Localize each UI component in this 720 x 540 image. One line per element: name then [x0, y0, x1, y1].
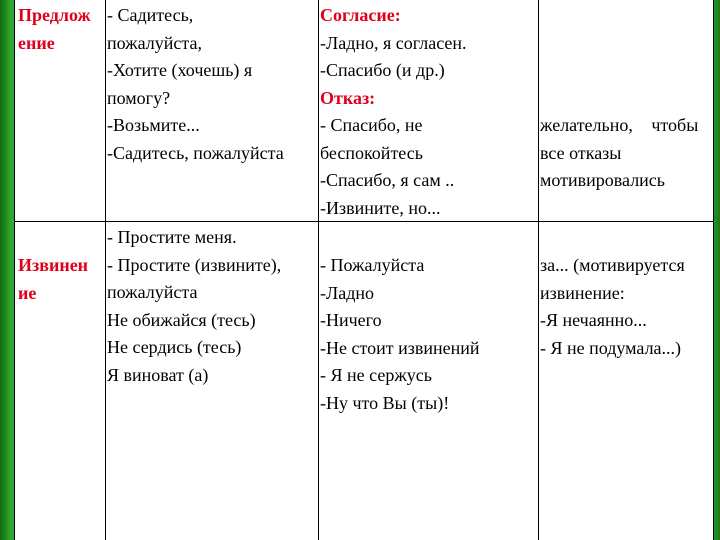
notes-cell — [540, 252, 712, 362]
category-line: Предлож — [18, 5, 91, 25]
phrase-line: -Хотите (хочешь) я — [107, 60, 253, 80]
phrase-line: пожалуйста — [107, 282, 198, 302]
response-line: - Спасибо, не — [320, 115, 423, 135]
phrase-line: -Возьмите... — [107, 115, 200, 135]
phrase-line: - Простите (извините), — [107, 254, 282, 275]
note-line: за... (мотивируется — [540, 255, 685, 275]
response-line: - Пожалуйста — [320, 255, 425, 275]
response-line: -Ну что Вы (ты)! — [320, 392, 450, 413]
category-line: ение — [18, 32, 55, 53]
column-divider — [538, 0, 539, 540]
table-sheet — [14, 0, 714, 540]
phrase-line: - Садитесь, — [107, 5, 194, 25]
phrases-cell — [107, 224, 315, 389]
note-line: мотивировались — [540, 170, 666, 190]
category-line: ие — [18, 282, 37, 303]
phrase-line: пожалуйста, — [107, 32, 202, 53]
category-cell — [18, 2, 91, 57]
note-line: извинение: — [540, 282, 625, 303]
column-divider — [713, 0, 714, 540]
response-line: -Ладно — [320, 282, 374, 303]
phrase-line: Не сердись (тесь) — [107, 337, 242, 357]
note-line: -Я нечаянно... — [540, 310, 647, 330]
note-line: желательно, чтобы — [540, 115, 699, 135]
response-line: - Я не сержусь — [320, 365, 432, 385]
response-line: -Спасибо (и др.) — [320, 60, 445, 80]
phrase-line: - Простите меня. — [107, 227, 237, 247]
response-line: беспокойтесь — [320, 142, 423, 163]
phrase-line: помогу? — [107, 87, 171, 108]
column-divider — [105, 0, 106, 540]
agree-heading: Согласие: — [320, 5, 401, 25]
phrase-line: Я виноват (а) — [107, 364, 209, 385]
category-line: Извинен — [18, 255, 89, 275]
refuse-heading: Отказ: — [320, 87, 376, 108]
column-divider — [318, 0, 319, 540]
phrase-line: -Садитесь, пожалуйста — [107, 142, 284, 163]
responses-cell — [320, 2, 534, 222]
phrases-cell — [107, 2, 315, 167]
notes-cell — [540, 112, 712, 195]
phrase-line: Не обижайся (тесь) — [107, 309, 256, 330]
response-line: -Ладно, я согласен. — [320, 32, 467, 53]
column-divider — [14, 0, 15, 540]
note-line: все отказы — [540, 142, 622, 163]
category-cell — [18, 252, 88, 307]
responses-cell — [320, 252, 534, 417]
response-line: -Не стоит извинений — [320, 337, 480, 358]
response-line: -Извините, но... — [320, 197, 441, 218]
response-line: -Ничего — [320, 310, 382, 330]
note-line: - Я не подумала...) — [540, 337, 682, 358]
response-line: -Спасибо, я сам .. — [320, 170, 455, 190]
